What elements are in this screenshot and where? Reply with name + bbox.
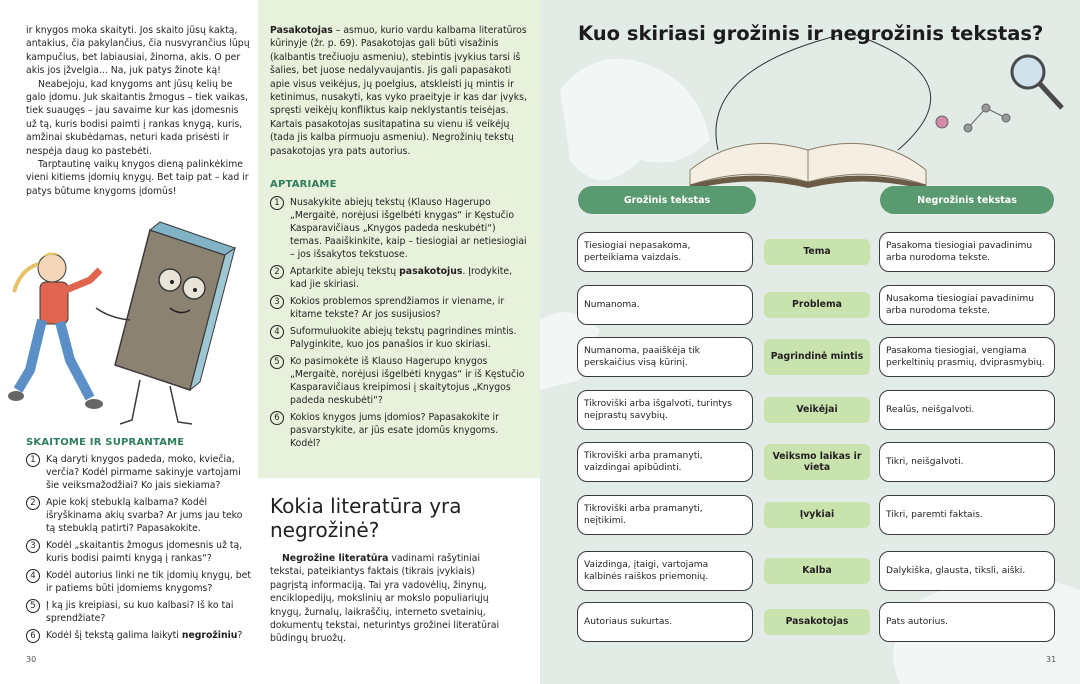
question-text-part: Aptarkite abiejų tekstų <box>290 266 400 278</box>
book-character <box>96 222 235 424</box>
question-text-part: ? <box>237 630 243 641</box>
girl-and-book-illustration <box>0 200 258 440</box>
question-number: 5 <box>270 355 284 369</box>
nonfiction-cell: Realūs, neišgalvoti. <box>879 390 1055 430</box>
column-2 <box>270 24 528 454</box>
question-text <box>290 265 528 291</box>
section-2-body <box>270 552 506 646</box>
definition-text: – asmuo, kurio vardu kalbama literatūros kūrinyje (žr. p. 69). Pasakotojas gali būti visažinis (kalbantis trečiuoju asmeniu), stebintis įvykius tarsi iš šalies, bet juose nedalyvaujantis. Jis gali papasakoti apie visus veikėjus, jų poelgius, atskleisti jų mintis ir ketinimus, nusakyti, kas vyko praeityje ir kas dar įvyks, spręsti veikėjų konfliktus kaip neklystantis teisėjas. Kartais pasakotojas susitapatina su vienu iš veikėjų (tada jis kalba pirmuoju asmeniu). Negrožinių tekstų pasakotojas yra pats autorius. <box>270 25 527 157</box>
nonfiction-cell: Pasakoma tiesiogiai, vengiama perkeltinių prasmių, dviprasmybių. <box>879 337 1055 377</box>
arrow-to-left <box>716 35 840 150</box>
question-text: Ko pasimokėte iš Klauso Hagerupo knygos „Mergaitė, norėjusi išgelbėti knygas“ ir iš Kęstučio Kasparavičiaus kreipimosi į skaitytojus „Knygos padeda neskubėti“? <box>290 356 525 407</box>
column-1 <box>26 24 252 198</box>
nonfiction-header: Negrožinis tekstas <box>880 186 1054 214</box>
page-number-left: 30 <box>26 655 37 664</box>
question-number: 2 <box>26 496 40 510</box>
criterion-label: Įvykiai <box>764 502 870 528</box>
col1-paragraph: ir knygos moka skaityti. Jos skaito jūsų kaktą, antakius, čia pakylančius, čia nusvyrančius lūpų kampučius, bet labiausiai, žinoma, akis. O per akis jos įžvelgia... Na, juk patys žinote ką! <box>26 25 250 77</box>
question-text-part: . Įrodykite, kad jie skiriasi. <box>290 266 513 291</box>
question-text: Kokios problemos sprendžiamos ir viename, ir kitame tekste? Ar jos susijusios? <box>290 296 505 321</box>
question-text: Apie kokį stebuklą kalbama? Kodėl išryškinama akių svarba? Ar jums jau teko tą stebuklą patirti? Papasakokite. <box>46 497 243 534</box>
question-text: Kodėl autorius linki ne tik įdomių knygų, bet ir patiems būti įdomiems knygoms? <box>46 570 252 594</box>
list-item <box>26 629 252 643</box>
page-number-right: 31 <box>1046 655 1057 664</box>
list-item <box>270 355 528 407</box>
fiction-cell: Tikroviški arba pramanyti, vaizdingai apibūdinti. <box>577 442 753 482</box>
question-number: 5 <box>26 599 40 613</box>
girl-figure <box>8 252 103 409</box>
list-item <box>26 569 252 595</box>
definition-term: Pasakotojas <box>270 25 333 36</box>
list-item <box>26 539 252 565</box>
question-text: Suformuluokite abiejų tekstų pagrindines mintis. Palyginkite, kuo jos panašios ir kuo skiriasi. <box>290 326 517 351</box>
question-text: Į ką jis kreipiasi, su kuo kalbasi? Iš ko tai sprendžiate? <box>46 600 234 624</box>
fiction-cell: Tiesiogiai nepasakoma, perteikiama vaizdais. <box>577 232 753 272</box>
col1-paragraph: Neabejoju, kad knygoms ant jūsų kelių be galo įdomu. Juk skaitantis žmogus – tiek vaikas, tiek suaugęs – jau savaime kur kas įdomesnis už tą, kuris bodisi paimti į rankas knygą, kuris, amžinai skubėdamas, neturi kada prisėsti ir nespėja daug ko pastebėti. <box>26 78 249 157</box>
section-2-term: Negrožine literatūra <box>282 553 389 564</box>
question-text: Ką daryti knygos padeda, moko, kviečia, verčia? Kodėl pirmame sakinyje vartojami šie veiksmažodžiai? Ko jais siekiama? <box>46 454 241 491</box>
molecule-icon <box>936 104 1010 132</box>
list-item <box>270 325 528 351</box>
list-item <box>26 453 252 492</box>
nonfiction-cell: Pats autorius. <box>879 602 1055 642</box>
question-number: 6 <box>270 411 284 425</box>
question-text: Kodėl „skaitantis žmogus įdomesnis už tą, kuris bodisi paimti knygą į rankas“? <box>46 540 243 564</box>
criterion-label: Kalba <box>764 558 870 584</box>
question-number: 1 <box>270 196 284 210</box>
question-text-bold: negrožiniu <box>181 630 238 641</box>
question-text-bold: pasakotojus <box>399 266 463 278</box>
fiction-cell: Tikroviški arba išgalvoti, turintys neįprastų savybių. <box>577 390 753 430</box>
nonfiction-cell: Tikri, neišgalvoti. <box>879 442 1055 482</box>
question-number: 6 <box>26 629 40 643</box>
question-text: Nusakykite abiejų tekstų (Klauso Hagerupo „Mergaitė, norėjusi išgelbėti knygas“ ir Kęstučio Kasparavičiaus „Knygos padeda neskubėti“) temas. Paaiškinkite, kaip – tiesiogiai ar netiesiogiai – jos išsakytos tekstuose. <box>290 197 527 261</box>
page-title: Kuo skiriasi grožinis ir negrožinis tekstas? <box>578 22 1044 45</box>
magnifier-icon <box>1012 56 1062 108</box>
section-2-text: vadinami rašytiniai tekstai, pateikiantys faktais (tikrais įvykiais) pagrįstą informaciją. Tai yra vadovėlių, žinynų, enciklopedijų, mokslinių ar mokslo populiariųjų knygų, žurnalų, laikraščių, interneto svetainių, dokumentų tekstai, neturintys grožinei literatūrai būdingų bruožų. <box>270 553 500 645</box>
criterion-label: Pasakotojas <box>764 609 870 635</box>
nonfiction-cell: Nusakoma tiesiogiai pavadinimu arba nurodoma tekste. <box>879 285 1055 325</box>
nonfiction-cell: Dalykiška, glausta, tiksli, aiški. <box>879 551 1055 591</box>
skaitome-section <box>26 437 252 647</box>
question-number: 3 <box>270 295 284 309</box>
fiction-cell: Vaizdinga, įtaigi, vartojama kalbinės raiškos priemonių. <box>577 551 753 591</box>
fiction-cell: Numanoma, paaiškėja tik perskaičius visą kūrinį. <box>577 337 753 377</box>
fiction-header: Grožinis tekstas <box>578 186 756 214</box>
fiction-cell: Numanoma. <box>577 285 753 325</box>
nonfiction-cell: Pasakoma tiesiogiai pavadinimu arba nurodoma tekste. <box>879 232 1055 272</box>
question-number: 2 <box>270 265 284 279</box>
question-number: 4 <box>270 325 284 339</box>
skaitome-question-list <box>26 453 252 643</box>
arrow-to-right <box>856 35 931 150</box>
list-item <box>270 265 528 291</box>
list-item <box>270 411 528 450</box>
criterion-label: Pagrindinė mintis <box>764 339 870 375</box>
question-text: Kokios knygos jums įdomios? Papasakokite ir pasvarstykite, ar jūs esate įdomūs knygoms. Kodėl? <box>290 412 499 450</box>
question-text <box>46 629 252 643</box>
list-item <box>26 599 252 625</box>
criterion-label: Problema <box>764 292 870 318</box>
fiction-cell: Autoriaus sukurtas. <box>577 602 753 642</box>
fiction-cell: Tikroviški arba pramanyti, neįtikimi. <box>577 495 753 535</box>
list-item <box>270 295 528 321</box>
criterion-label: Tema <box>764 239 870 265</box>
col1-paragraph: Tarptautinę vaikų knygos dieną palinkėkime vieni kitiems įdomių knygų. Bet taip pat – kad ir patys būtume knygoms įdomūs! <box>26 159 249 197</box>
aptariame-question-list <box>270 196 528 450</box>
skaitome-heading: SKAITOME IR SUPRANTAME <box>26 437 185 448</box>
pasakotojas-definition <box>270 24 528 158</box>
aptariame-heading: APTARIAME <box>270 179 337 191</box>
criterion-label: Veiksmo laikas ir vieta <box>764 444 870 480</box>
criterion-label: Veikėjai <box>764 397 870 423</box>
open-book-illustration <box>690 143 926 190</box>
list-item <box>26 496 252 535</box>
nonfiction-cell: Tikri, paremti faktais. <box>879 495 1055 535</box>
question-text-part: Kodėl šį tekstą galima laikyti <box>46 630 182 641</box>
list-item <box>270 196 528 261</box>
question-number: 3 <box>26 539 40 553</box>
question-number: 1 <box>26 453 40 467</box>
section-2-title: Kokia literatūra yra negrožinė? <box>270 494 462 542</box>
question-number: 4 <box>26 569 40 583</box>
